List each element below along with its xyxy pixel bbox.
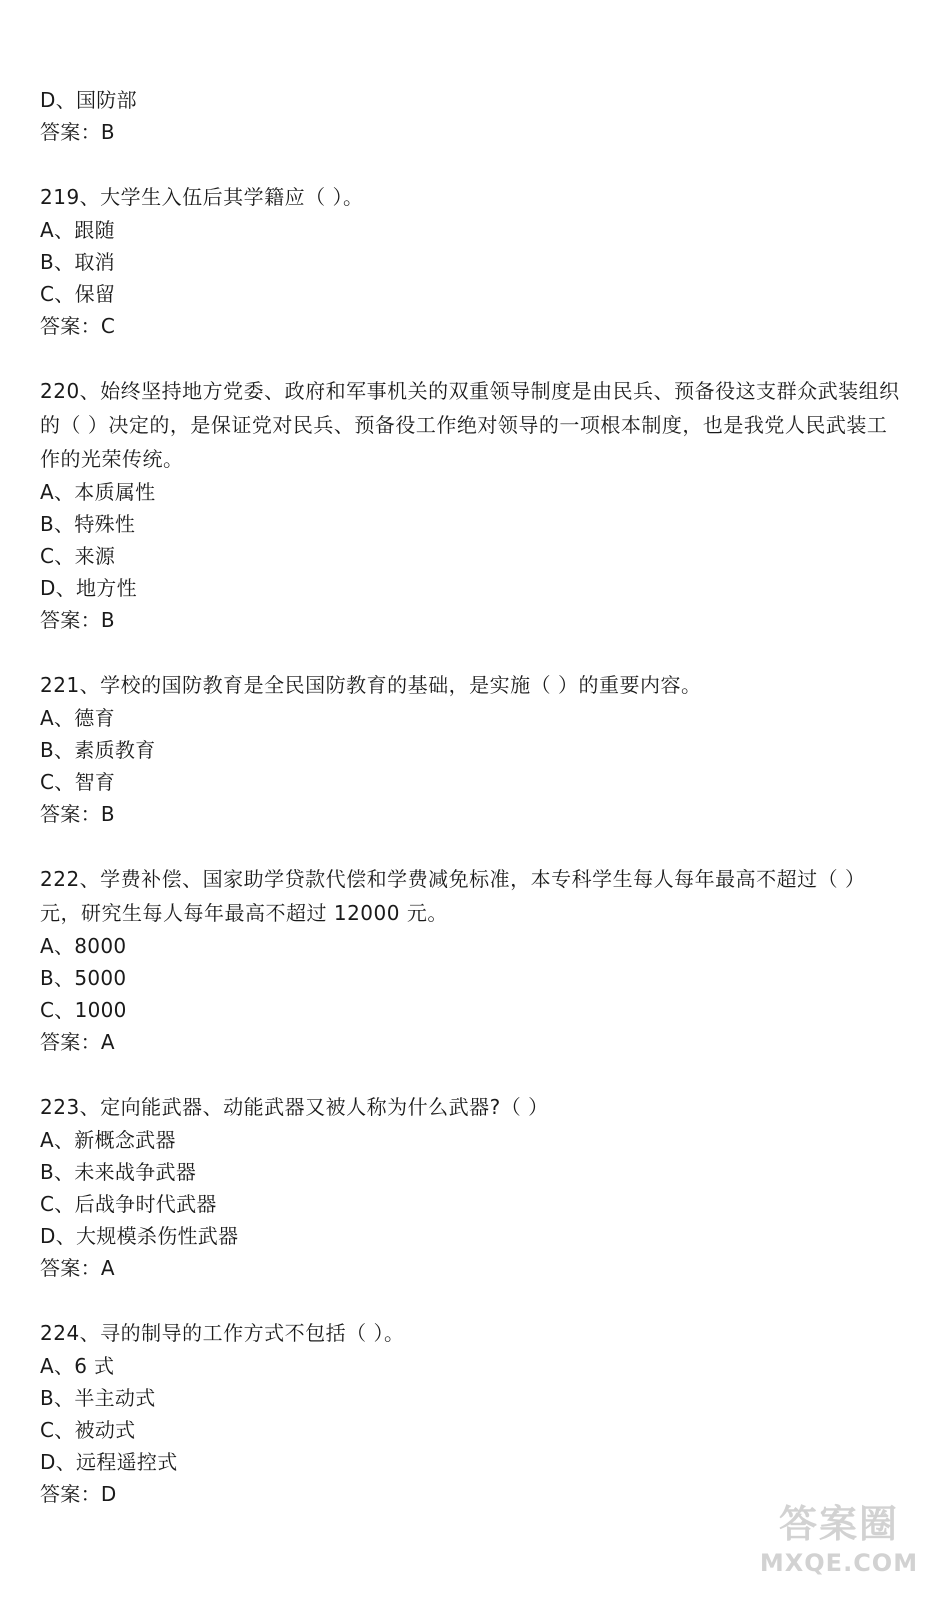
option-a: A、新概念武器 <box>40 1128 176 1152</box>
option-a: A、德育 <box>40 706 115 730</box>
option-d: D、国防部 <box>40 88 137 112</box>
question-223 <box>40 1090 906 1284</box>
question-stem: 223、定向能武器、动能武器又被人称为什么武器?（ ） <box>40 1095 549 1119</box>
answer: 答案：D <box>40 1482 117 1506</box>
answer: 答案：B <box>40 802 115 826</box>
option-c: C、被动式 <box>40 1418 136 1442</box>
question-stem: 224、寻的制导的工作方式不包括（ ）。 <box>40 1321 405 1345</box>
watermark-url: MXQE.COM <box>759 1549 919 1577</box>
question-224 <box>40 1316 906 1510</box>
option-b: B、素质教育 <box>40 738 156 762</box>
option-b: B、特殊性 <box>40 512 136 536</box>
question-fragment <box>40 84 906 148</box>
option-c: C、来源 <box>40 544 116 568</box>
option-b: B、半主动式 <box>40 1386 156 1410</box>
question-stem: 220、始终坚持地方党委、政府和军事机关的双重领导制度是由民兵、预备役这支群众武装组织的（ ）决定的，是保证党对民兵、预备役工作绝对领导的一项根本制度，也是我党人民武装工作的光荣传统。 <box>40 379 900 471</box>
option-d: D、远程遥控式 <box>40 1450 178 1474</box>
question-220 <box>40 374 906 636</box>
site-watermark <box>754 1500 924 1592</box>
option-a: A、6 式 <box>40 1354 115 1378</box>
answer: 答案：A <box>40 1030 115 1054</box>
option-d: D、地方性 <box>40 576 137 600</box>
option-c: C、1000 <box>40 998 127 1022</box>
question-221 <box>40 668 906 830</box>
option-a: A、本质属性 <box>40 480 156 504</box>
option-d: D、大规模杀伤性武器 <box>40 1224 239 1248</box>
option-a: A、8000 <box>40 934 127 958</box>
option-c: C、保留 <box>40 282 116 306</box>
answer: 答案：A <box>40 1256 115 1280</box>
option-b: B、取消 <box>40 250 115 274</box>
option-c: C、后战争时代武器 <box>40 1192 217 1216</box>
answer: 答案：B <box>40 120 115 144</box>
question-219 <box>40 180 906 342</box>
document-page <box>40 84 906 1542</box>
option-b: B、未来战争武器 <box>40 1160 197 1184</box>
answer: 答案：B <box>40 608 115 632</box>
question-stem: 221、学校的国防教育是全民国防教育的基础，是实施（ ）的重要内容。 <box>40 673 702 697</box>
answer: 答案：C <box>40 314 116 338</box>
option-c: C、智育 <box>40 770 116 794</box>
option-a: A、跟随 <box>40 218 115 242</box>
question-stem: 219、大学生入伍后其学籍应（ ）。 <box>40 185 364 209</box>
option-b: B、5000 <box>40 966 127 990</box>
question-stem: 222、学费补偿、国家助学贷款代偿和学费减免标准，本专科学生每人每年最高不超过（ ）元，研究生每人每年最高不超过 12000 元。 <box>40 867 866 925</box>
watermark-logo-text: 答案圈 <box>778 1502 899 1546</box>
question-222 <box>40 862 906 1058</box>
